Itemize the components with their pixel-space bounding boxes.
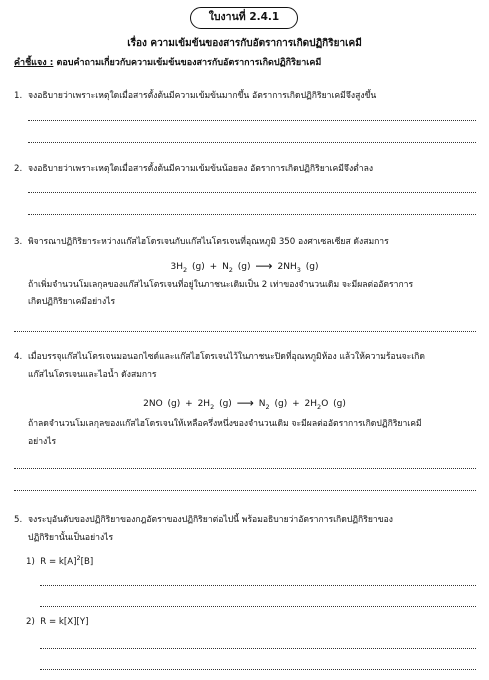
rate-law: [B] (80, 556, 94, 567)
question-text: จงระบุอันดับของปฏิกิริยาของกฎอัตราของปฏิกิริยาต่อไปนี้ พร้อมอธิบายว่าอัตราการเกิดปฏิกิริยาของ (28, 515, 393, 525)
worksheet-subject: เรื่อง ความเข้มข้นของสารกับอัตราการเกิดปฏิกิริยาเคมี (127, 38, 362, 49)
rate-law: R = k[A] (40, 556, 77, 567)
answer-line[interactable] (28, 192, 476, 193)
eq-state: (g) (214, 399, 232, 409)
eq-state: (g) (187, 262, 205, 272)
question-3 (14, 237, 476, 248)
question-4-followup (14, 419, 476, 430)
answer-line[interactable] (40, 606, 476, 607)
instructions (14, 58, 484, 69)
eq-plus: + (185, 399, 193, 409)
question-3-followup (14, 280, 476, 291)
question-text: อย่างไร (28, 437, 57, 447)
eq-state: (g) (269, 399, 288, 409)
question-number: 1. (14, 91, 23, 101)
question-text: เมื่อบรรจุแก๊สไนโตรเจนมอนอกไซด์และแก๊สไฮโดรเจนไว้ในภาชนะปิดที่อุณหภูมิห้อง แล้วให้ความร้อนจะเกิด (28, 352, 425, 362)
question-5 (14, 515, 476, 526)
answer-line[interactable] (40, 585, 476, 586)
eq-subscript: 2 (210, 402, 215, 411)
question-number: 2. (14, 164, 23, 174)
question-text: พิจารณาปฏิกิริยาระหว่างแก๊สไฮโดรเจนกับแก๊สไนโตรเจนที่อุณหภูมิ 350 องศาเซลเซียส ดังสมการ (28, 237, 389, 247)
answer-line[interactable] (40, 648, 476, 649)
eq-state: (g) (328, 399, 346, 409)
question-number: 3. (14, 237, 23, 247)
eq-term: 2H (304, 399, 318, 409)
eq-term: N (222, 262, 229, 272)
worksheet-title: ใบงานที่ 2.4.1 (190, 7, 298, 29)
question-number: 5. (14, 515, 23, 525)
eq-term: 2NH (277, 262, 297, 272)
item-label: 2) (26, 617, 35, 627)
instructions-text: ตอบคำถามเกี่ยวกับความเข้มข้นของสารกับอัตราการเกิดปฏิกิริยาเคมี (53, 58, 322, 68)
eq-subscript: 3 (296, 265, 301, 274)
question-text: ถ้าเพิ่มจำนวนโมเลกุลของแก๊สไนโตรเจนที่อยู่ในภาชนะเดิมเป็น 2 เท่าของจำนวนเดิม จะมีผลต่ออัตราการ (28, 280, 414, 290)
answer-line[interactable] (28, 142, 476, 143)
question-5-line-2 (14, 533, 476, 544)
eq-term: 3H (170, 262, 184, 272)
eq-state: (g) (232, 262, 251, 272)
answer-line[interactable] (40, 669, 476, 670)
equation-4 (0, 396, 489, 411)
answer-line[interactable] (14, 468, 476, 469)
eq-term: 2NO (143, 399, 163, 409)
question-1 (14, 91, 476, 102)
answer-line[interactable] (14, 490, 476, 491)
equation-3 (0, 259, 489, 274)
question-4-followup-2 (14, 437, 476, 448)
eq-state: (g) (162, 399, 181, 409)
question-number: 4. (14, 352, 23, 362)
eq-plus: + (292, 399, 300, 409)
eq-subscript: 2 (228, 265, 233, 274)
question-text: ปฏิกิริยานั้นเป็นอย่างไร (28, 533, 114, 543)
rate-law-exponent: 2 (76, 554, 81, 562)
reaction-arrow-icon: ⟶ (255, 259, 273, 273)
item-label: 1) (26, 556, 35, 567)
eq-subscript: 2 (317, 402, 322, 411)
answer-line[interactable] (28, 214, 476, 215)
question-4-line-2 (14, 370, 476, 381)
rate-law: R = k[X][Y] (40, 617, 89, 627)
question-text: แก๊สไนโตรเจนและไอน้ำ ดังสมการ (28, 370, 157, 380)
eq-plus: + (209, 262, 218, 272)
eq-term: N (258, 399, 266, 409)
question-text: ถ้าลดจำนวนโมเลกุลของแก๊สไฮโดรเจนให้เหลือครึ่งหนึ่งของจำนวนเดิม จะมีผลต่ออัตราการเกิดปฏิกิริยาเคมี (28, 419, 422, 429)
eq-state: (g) (300, 262, 319, 272)
answer-line[interactable] (14, 331, 476, 332)
instructions-label: คำชี้แจง : (14, 58, 54, 68)
reaction-arrow-icon: ⟶ (236, 396, 254, 410)
question-3-followup-2 (14, 297, 476, 308)
eq-term: 2H (197, 399, 211, 409)
answer-line[interactable] (28, 120, 476, 121)
question-4 (14, 352, 476, 363)
question-2 (14, 164, 476, 175)
eq-subscript: 2 (183, 265, 188, 274)
eq-subscript: 2 (265, 402, 270, 411)
eq-term: O (321, 399, 329, 409)
question-text: จงอธิบายว่าเพราะเหตุใดเมื่อสารตั้งต้นมีความเข้มข้นมากขึ้น อัตราการเกิดปฏิกิริยาเคมีจึงสูงขึ้น (28, 91, 377, 101)
rate-law-item-2 (26, 617, 88, 628)
question-text: เกิดปฏิกิริยาเคมีอย่างไร (28, 297, 116, 307)
rate-law-item-1 (26, 554, 93, 568)
question-text: จงอธิบายว่าเพราะเหตุใดเมื่อสารตั้งต้นมีความเข้มข้นน้อยลง อัตราการเกิดปฏิกิริยาเคมีจึงต่ำลง (28, 164, 374, 174)
